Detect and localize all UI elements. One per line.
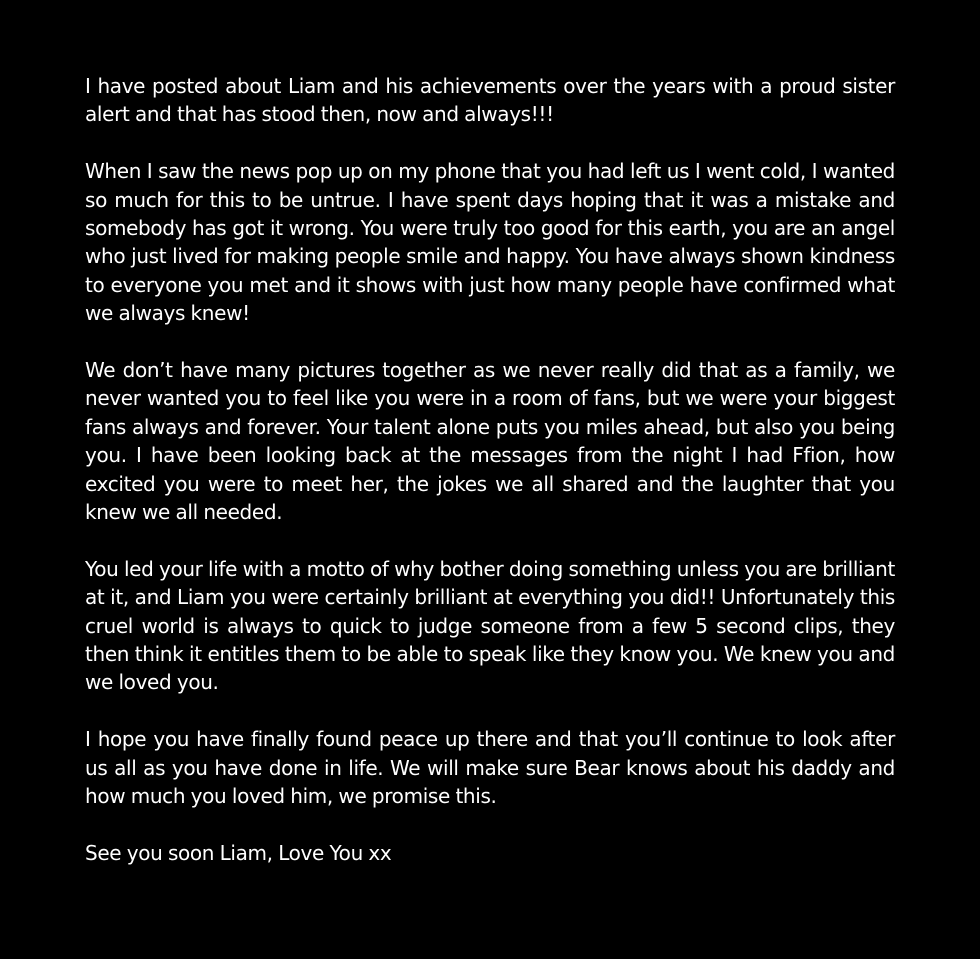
closing-line: See you soon Liam, Love You xx <box>85 840 392 865</box>
paragraph-proud-sister: I have posted about Liam and his achievements over the years with a proud sister alert and that has stood then, now and always!!! <box>85 74 895 127</box>
letter-body <box>85 72 895 896</box>
paragraph-peace: I hope you have finally found peace up there and that you’ll continue to look after us all as you have done in life. We will make sure Bear knows about his daddy and how much you loved him, we promise this. <box>85 727 895 809</box>
paragraph-motto: You led your life with a motto of why bother doing something unless you are brilliant at it, and Liam you were certainly brilliant at everything you did!! Unfortunately this cruel world is always to quick to judge someone from a few 5 second clips, they then think it entitles them to be able to speak like they know you. We knew you and we loved you. <box>85 556 895 695</box>
paragraph-news: When I saw the news pop up on my phone that you had left us I went cold, I wanted so much for this to be untrue. I have spent days hoping that it was a mistake and somebody has got it wrong. You were truly too good for this earth, you are an angel who just lived for making people smile and happy. You have always shown kindness to everyone you met and it shows with just how many people have confirmed what we always knew! <box>85 159 895 326</box>
paragraph-pictures: We don’t have many pictures together as we never really did that as a family, we never wanted you to feel like you were in a room of fans, but we were your biggest fans always and forever. Your talent alone puts you miles ahead, but also you being you. I have been looking back at the messages from the night I had Ffion, how excited you were to meet her, the jokes we all shared and the laughter that you knew we all needed. <box>85 358 895 525</box>
